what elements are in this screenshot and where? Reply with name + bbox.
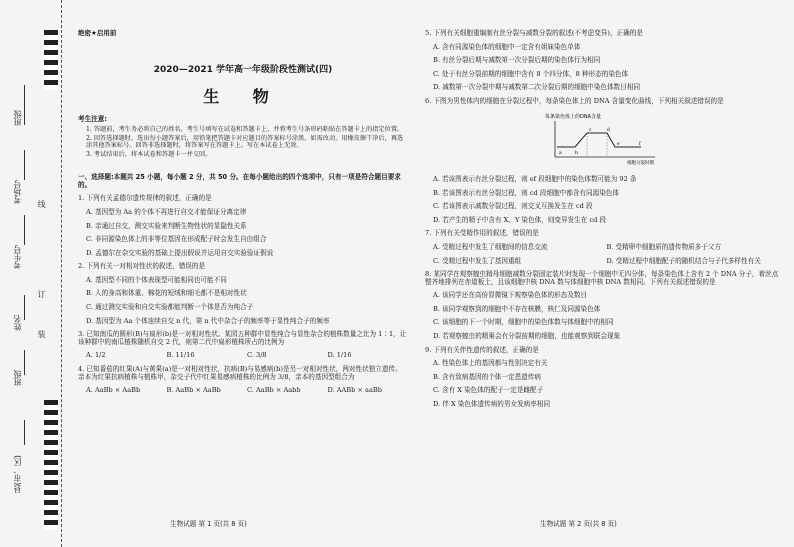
chart-xlabel: 细胞分裂时期 [627,161,654,167]
notice-item: 3. 考试结束后，将本试卷和答题卡一并交回。 [86,151,212,159]
option: A. 性染色体上的基因都与性别决定有关 [433,359,548,368]
option: B. 含有致病基因的个体一定患遗传病 [433,372,541,381]
subject-title: 生 物 [203,86,283,106]
binding-checker-top [44,30,58,90]
right-column [425,30,780,414]
option: A. AaBb × AaBb [86,386,141,395]
binding-label-class: 班级 [13,110,22,126]
dna-chart-svg [545,111,685,167]
question-7: 7. 下列有关受精作用的叙述，错误的是 [425,229,539,238]
notice-item: 2. 回答选择题时，选出每小题答案后，用铅笔把答题卡对应题目的答案标号涂黑。如需改动，用橡皮擦干净后，再选涂其他答案标号。回答非选择题时，将答案写在答题卡上。写在本试卷上无效。 [86,134,404,150]
option-row [78,387,408,395]
option: C. 非同源染色体上的非等位基因在形成配子时会发生自由组合 [86,235,267,244]
option: C. 若该图表示减数分裂过程，则交叉互换发生在 cd 段 [433,202,593,211]
question-4: 4. 已知番茄的红果(A)与黄果(a)是一对相对性状，抗病(B)与易感病(b)是另一对相对性状，两对性状独立遗传。亲本为红果抗病植株与植株甲，杂交子代中红果易感病植株的比例为 3/8，亲本的基因型组合为 [78,364,402,381]
notice-heading: 考生注意: [78,115,108,124]
option: C. 该细胞的下一个时期，细胞中的染色体数与体细胞中的相同 [433,318,614,327]
option: C. 受精过程中发生了基因重组 [433,256,522,265]
question-3: 3. 已知南瓜的圆形(B)与扁形(b)是一对相对性状。某园五种群中显性纯合与显性杂合的植株数量之比为 1∶1，让该种群中的南瓜植株随机自交 2 代，则第二代中扁形植株所占的比例为 [78,330,407,346]
chart-point-label: c [589,128,592,134]
fill-line [24,295,25,320]
chart-ylabel: 每条染色体上的DNA含量 [545,114,602,121]
option: D. 伴 X 染色体遗传病的男女发病率相同 [433,399,551,408]
fill-line [24,420,25,445]
option: A. 基因型为 Aa 的个体不再进行自交才能保证分离定律 [86,208,247,217]
option: A. 基因型不同的个体表现型可能相同也可能不同 [86,275,227,284]
chart-point-label: e [617,142,620,148]
option-row [425,244,780,252]
option: D. 基因型为 Aa 个体连续自交 n 代，第 n 代中杂合子的频率等于显性纯合子的频率 [86,316,330,325]
dna-content-chart [545,111,780,170]
question-6: 6. 下图为男性体内的细胞在分裂过程中，每条染色体上的 DNA 含量变化曲线，下列相关叙述错误的是 [425,96,724,105]
option: D. 若产生的精子中含有 X、Y 染色体，则变异发生在 cd 段 [433,215,607,224]
option: A. 含有同源染色体的细胞中一定含有姐妹染色单体 [433,42,581,51]
binding-label-room: 考场号 [13,180,22,204]
chart-point-label: d [607,128,610,134]
option: A. 若该图表示有丝分裂过程，则 ef 段细胞中的染色体数可能为 92 条 [433,175,637,184]
fill-line [24,85,25,125]
option: B. AaBb × AaBb [166,386,221,395]
option: B. 11/16 [166,351,195,360]
binding-label-class2: 班级 [13,370,22,386]
option: A. 受精过程中发生了细胞间的信息交流 [433,242,548,251]
page-footer-left: 生物试题 第 1 页(共 8 页) [170,520,247,528]
option: C. 3/8 [247,351,267,360]
fill-line [24,150,25,180]
chart-curve [557,133,641,147]
question-8: 8. 某同学在观察蝗虫精母细胞减数分裂固定装片时发现一个细胞中无四分体，每条染色体上含有 2 个 DNA 分子，着丝点整齐地排列在赤道板上，且该细胞中核 DNA 数与体细胞中核 DNA 数相同。下列有关叙述错误的是 [425,270,779,286]
option: C. 通过测交实验和自交实验都能判断一个体是否为纯合子 [86,303,254,312]
option: B. 有丝分裂后期与减数第一次分裂后期的染色体行为相同 [433,56,601,65]
option: D. 受精过程中细胞配子的随机结合与子代多样性有关 [606,256,761,265]
option: B. 受精卵中细胞质的遗传物质多于父方 [606,242,722,251]
option: B. 若该图表示有丝分裂过程，则 cd 段细胞中都含有同源染色体 [433,188,619,197]
option-row [78,352,408,360]
fill-line [24,215,25,245]
chart-point-label: f [639,142,641,148]
option: C. 处于有丝分裂前期的细胞中含有 8 个四分体，8 种形态的染色体 [433,69,629,78]
option: C. AaBb × Aabb [247,386,301,395]
question-5: 5. 下列有关细胞重编制有丝分裂与减数分裂的叙述(不考虑变异)，正确的是 [425,29,643,37]
option-row [425,258,780,266]
question-2: 2. 下列有关一对相对性状的叙述，错误的是 [78,262,206,271]
binding-label-examno: 考生号 [13,245,22,269]
option: D. 若观察蝗虫的精巢会有分裂前期的细胞，也能观察到联会现象 [433,331,621,340]
binding-label-county: 县(市、区) [13,455,22,494]
option: C. 含有 X 染色体的配子一定是雌配子 [433,386,544,395]
option: D. 减数第一次分裂中期与减数第二次分裂后期的细胞中染色体数目相同 [433,83,641,92]
chart-point-label: a [559,151,562,157]
notice-item: 1. 答题前，考生务必将自己的姓名、考生号填写在试卷和答题卡上，并将考生号条形码粘贴在答题卡上的指定位置。 [86,125,404,133]
option: B. 人的身高和体重、棉花的短绒和细毛都不是相对性状 [86,289,247,298]
part-heading: 一、选择题:本题共 25 小题，每小题 2 分，共 50 分。在每小题给出的四个选项中，只有一项是符合题目要求的。 [78,173,401,189]
option: A. 1/2 [86,351,106,360]
option: B. 亲通过自交，测交实验来判断生物性状的显隐性关系 [86,221,247,230]
binding-mark-bind: 装 [37,330,46,338]
question-1: 1. 下列有关孟德尔遗传规律的叙述，正确的是 [78,194,212,203]
binding-checker-bottom [44,400,58,530]
option: D. 1/16 [327,351,352,360]
question-9: 9. 下列有关伴性遗传的叙述，正确的是 [425,345,539,354]
chart-point-label: b [575,151,578,157]
option: A. 该同学还在高倍显微镜下观察染色体的形态及数目 [433,291,588,300]
fill-line [24,350,25,375]
page-footer-right: 生物试题 第 2 页(共 8 页) [540,520,617,528]
option: D. AABb × aaBb [327,386,382,395]
secret-label: 绝密★启用前 [78,29,117,37]
option: D. 孟德尔在杂交实验的基础上提出假说并运用自交实验验证假说 [86,248,274,257]
exam-title: 2020—2021 学年高一年级阶段性测试(四) [153,65,333,76]
binding-mark-line: 线 [37,200,46,208]
left-column [78,30,408,401]
binding-label-name: 姓名 [13,315,22,331]
option: B. 该同学观察到的细胞中不存在核膜，核仁及同源染色体 [433,304,601,313]
binding-strip [0,0,62,547]
binding-mark-staple: 订 [37,290,46,298]
